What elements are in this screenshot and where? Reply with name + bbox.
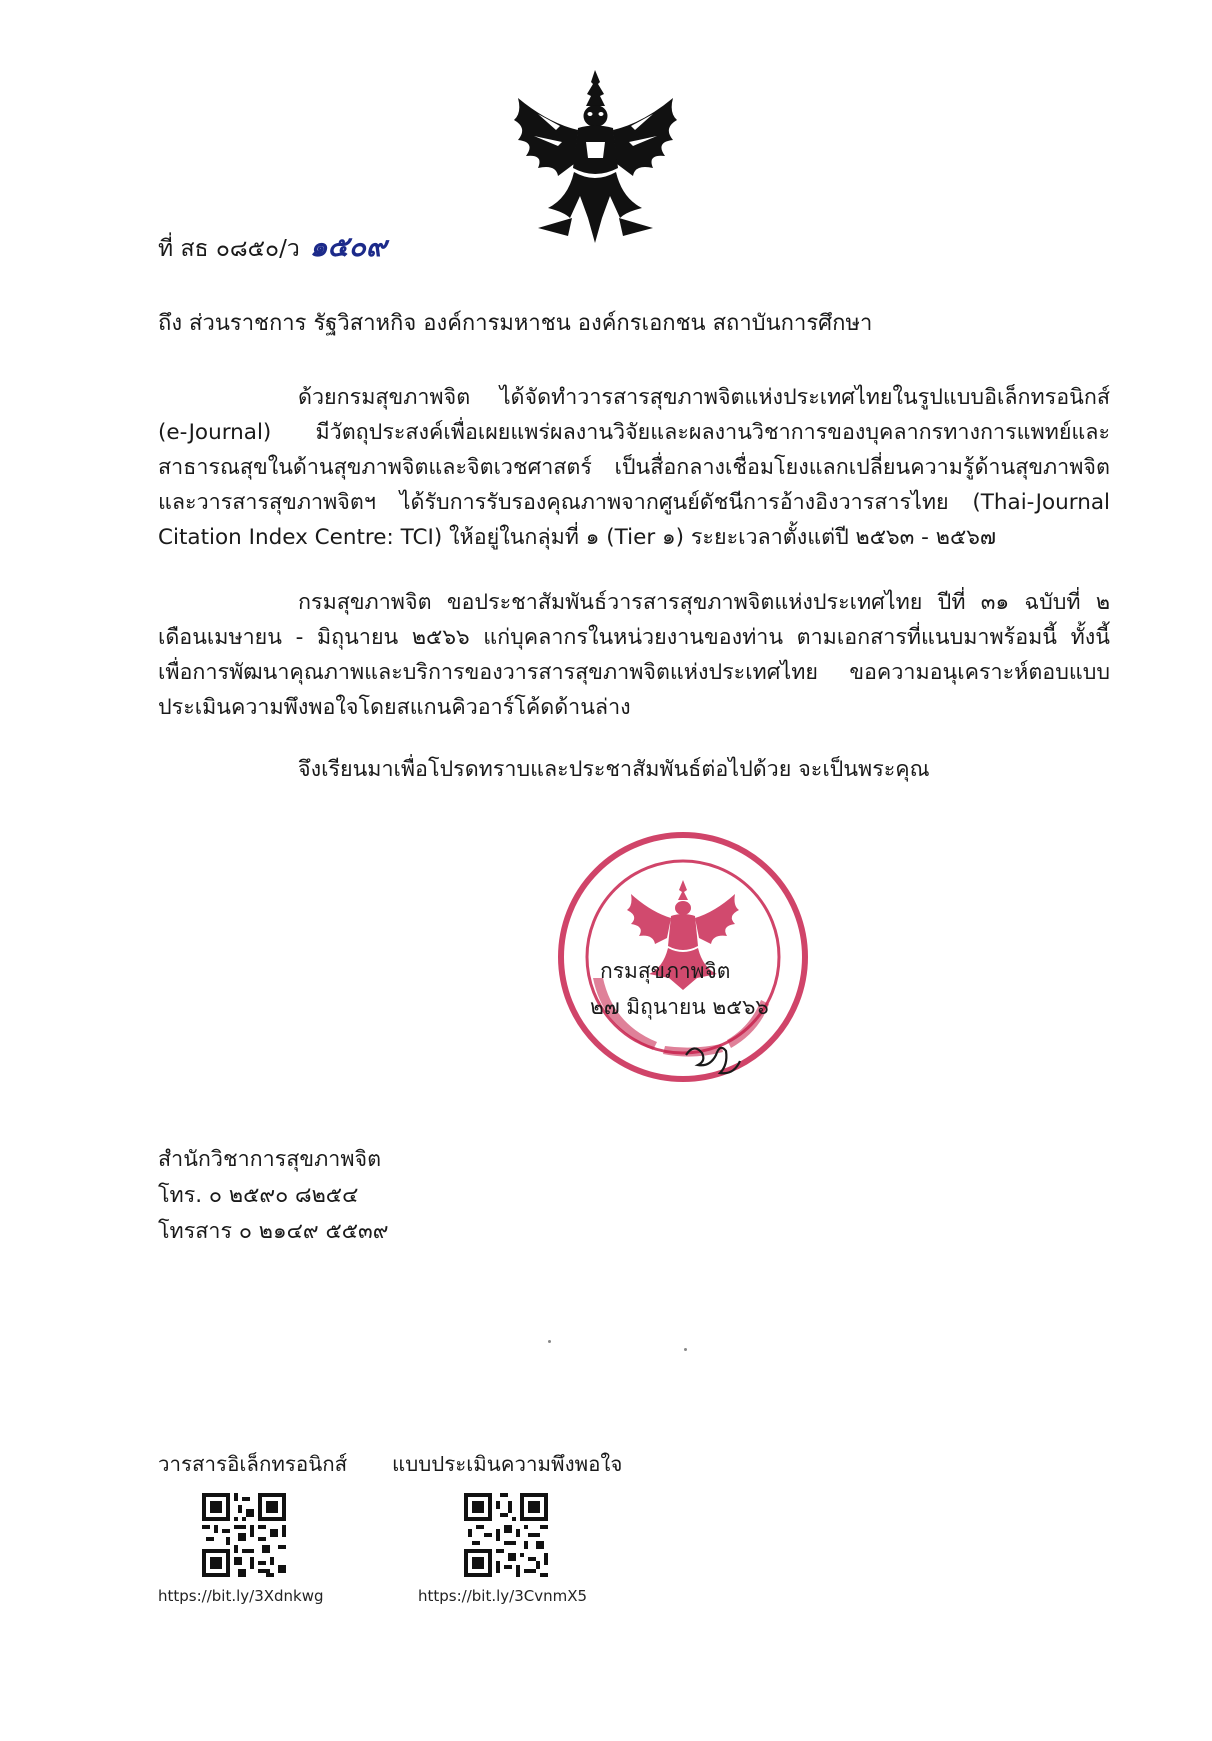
qr-block-survey — [392, 1448, 632, 1605]
recipient-line: ถึง ส่วนราชการ รัฐวิสาหกิจ องค์การมหาชน องค์กรเอกชน สถาบันการศึกษา — [158, 311, 873, 336]
stamp-date: ๒๗ มิถุนายน ๒๕๖๖ — [590, 995, 769, 1019]
qr-url[interactable]: https://bit.ly/3Xdnkwg — [158, 1587, 324, 1605]
qr-title: วารสารอิเล็กทรอนิกส์ — [158, 1452, 348, 1476]
contact-fax: โทรสาร ๐ ๒๑๔๙ ๕๕๓๙ — [158, 1219, 389, 1244]
qr-code-icon[interactable] — [464, 1493, 548, 1577]
document-number-handwritten: ๑๕๐๙ — [309, 230, 387, 263]
document-number — [158, 225, 386, 269]
garuda-emblem-icon — [508, 68, 683, 253]
document-number-prefix: ที่ สธ ๐๘๕๐/ว — [158, 236, 300, 262]
body-paragraph-2: กรมสุขภาพจิต ขอประชาสัมพันธ์วารสารสุขภาพจิตแห่งประเทศไทย ปีที่ ๓๑ ฉบับที่ ๒ เดือนเมษายน - มิถุนายน ๒๕๖๖ แก่บุคลากรในหน่วยงานของท่าน ตามเอกสารที่แนบมาพร้อมนี้ ทั้งนี้ เพื่อการพัฒนาคุณภาพและบริการของวารสารสุขภาพจิตแห่งประเทศไทย ขอความอนุเคราะห์ตอบแบบประเมินความพึงพอใจโดยสแกนคิวอาร์โค้ดด้านล่าง — [158, 590, 1110, 720]
qr-url[interactable]: https://bit.ly/3CvnmX5 — [418, 1587, 588, 1605]
stamp-department: กรมสุขภาพจิต — [600, 959, 731, 983]
signature-icon — [680, 1025, 750, 1080]
body-paragraph-1: ด้วยกรมสุขภาพจิต ได้จัดทำวารสารสุขภาพจิตแห่งประเทศไทยในรูปแบบอิเล็กทรอนิกส์ (e-Journal) มีวัตถุประสงค์เพื่อเผยแพร่ผลงานวิจัยและผลงานวิชาการของบุคลากรทางการแพทย์และสาธารณสุขในด้านสุขภาพจิตและจิตเวชศาสตร์ เป็นสื่อกลางเชื่อมโยงแลกเปลี่ยนความรู้ด้านสุขภาพจิต และวารสารสุขภาพจิตฯ ได้รับการรับรองคุณภาพจากศูนย์ดัชนีการอ้างอิงวารสารไทย (Thai-Journal Citation Index Centre: TCI) ให้อยู่ในกลุ่มที่ ๑ (Tier ๑) ระยะเวลาตั้งแต่ปี ๒๕๖๓ - ๒๕๖๗ — [158, 385, 1110, 550]
contact-phone: โทร. ๐ ๒๕๙๐ ๘๒๕๔ — [158, 1183, 359, 1208]
qr-title: แบบประเมินความพึงพอใจ — [392, 1452, 623, 1476]
contact-office: สำนักวิชาการสุขภาพจิต — [158, 1147, 382, 1172]
qr-code-icon[interactable] — [202, 1493, 286, 1577]
body-paragraph-3: จึงเรียนมาเพื่อโปรดทราบและประชาสัมพันธ์ต่อไปด้วย จะเป็นพระคุณ — [298, 757, 930, 782]
qr-block-ejournal — [158, 1448, 398, 1605]
contact-info — [158, 1142, 388, 1250]
